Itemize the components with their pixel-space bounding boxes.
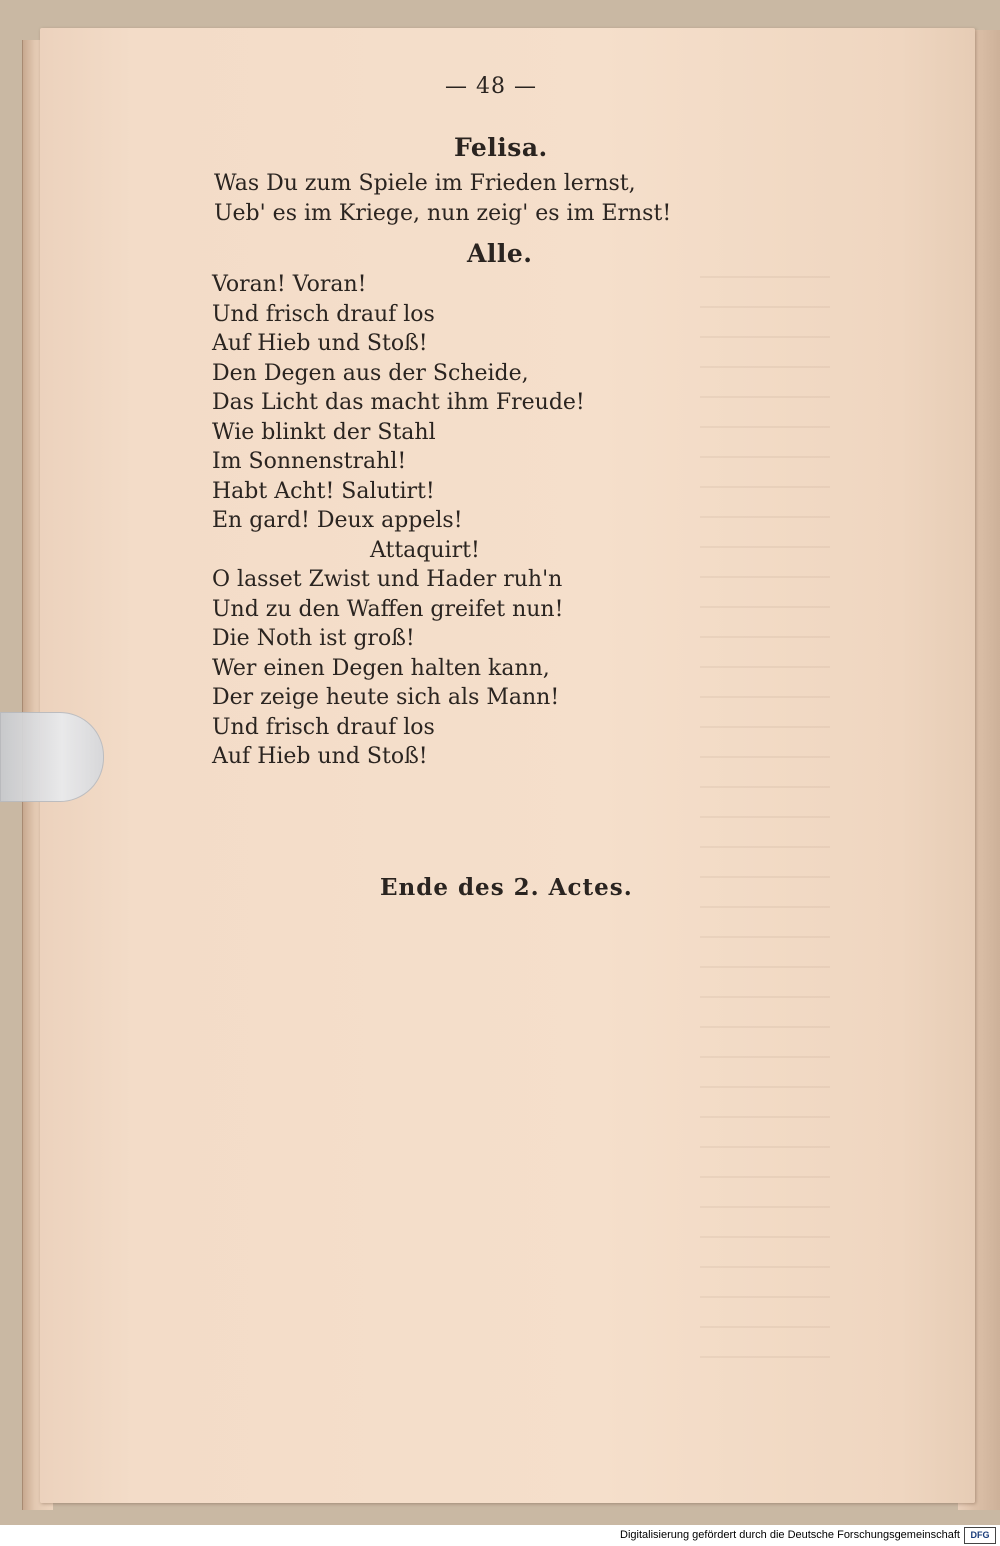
verse-line: Wer einen Degen halten kann, (212, 655, 550, 681)
verse-line: En gard! Deux appels! (212, 508, 463, 533)
verse-line: Die Noth ist groß! (212, 626, 415, 651)
verse-line: Der zeige heute sich als Mann! (212, 685, 560, 710)
verse-line: Auf Hieb und Stoß! (212, 744, 428, 769)
act-end-note: Ende des 2. Actes. (380, 874, 633, 901)
page-number: — 48 — (445, 74, 537, 99)
speaker-felisa: Felisa. (454, 133, 548, 162)
verse-line: Das Licht das macht ihm Freude! (212, 390, 585, 415)
dfg-logo: DFG (964, 1527, 996, 1544)
page-marker-tab (0, 712, 104, 802)
speaker-alle: Alle. (467, 239, 533, 268)
verse-line: Und zu den Waffen greifet nun! (212, 596, 564, 622)
verse-line: Ueb' es im Kriege, nun zeig' es im Ernst! (214, 200, 672, 226)
verse-line: Im Sonnenstrahl! (212, 449, 407, 474)
funding-credit: Digitalisierung gefördert durch die Deutsche Forschungsgemeinschaft (620, 1529, 960, 1541)
verse-line: O lasset Zwist und Hader ruh'n (212, 567, 563, 592)
verse-felisa (214, 169, 671, 228)
verse-line: Wie blinkt der Stahl (212, 419, 436, 445)
verse-line: Was Du zum Spiele im Frieden lernst, (214, 171, 636, 196)
verse-line: Den Degen aus der Scheide, (212, 360, 529, 386)
verse-line: Voran! Voran! (212, 272, 367, 297)
show-through-text (700, 258, 830, 1358)
verse-line: Und frisch drauf los (212, 714, 435, 740)
verse-line: Habt Acht! Salutirt! (212, 478, 435, 504)
verse-line: Attaquirt! (370, 537, 480, 563)
verse-line: Auf Hieb und Stoß! (212, 331, 428, 356)
verse-alle (212, 270, 585, 772)
verse-line: Und frisch drauf los (212, 301, 435, 327)
